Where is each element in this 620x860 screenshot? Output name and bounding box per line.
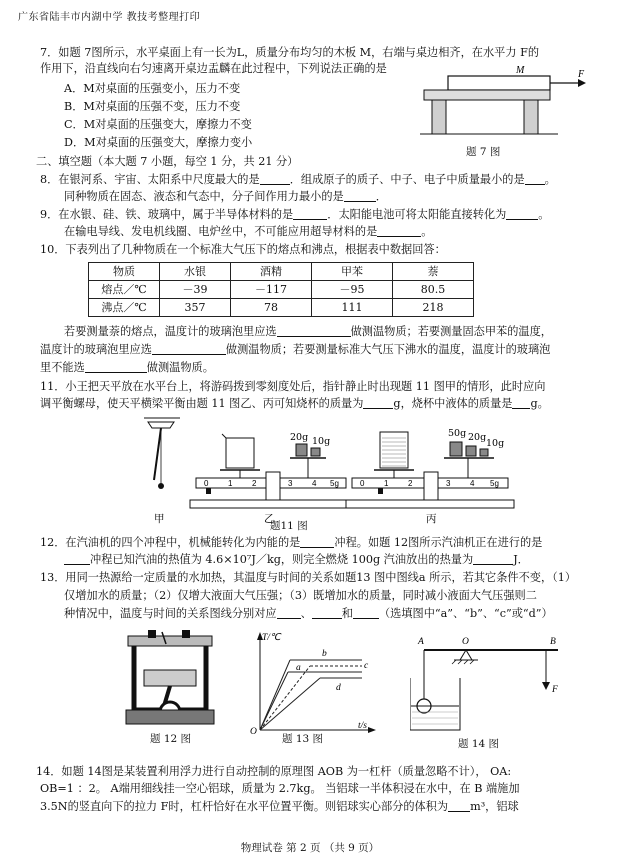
q10-line2: 温度计的玻璃泡里应选 做测温物质；若要测量标准大气压下沸水的温度，温度计的玻璃泡 <box>40 343 551 356</box>
table-row <box>89 281 474 299</box>
rider-marker <box>206 488 211 494</box>
table-cell: 111 <box>312 299 393 317</box>
q7-stem-line2: 作用下，沿直线向右匀速离开桌边盂麟在此过程中，下列说法正确的是 <box>40 62 387 75</box>
q11-line2: 调平衡螺母，使天平横梁平衡由题 11 图乙、丙可知烧杯的质量为 g，烧杯中液体的质量是 g。 <box>40 397 549 410</box>
q13-line2: 仅增加水的质量；（2）仅增大液面大气压强；（3）既增加水的质量，同时减小液面大气压强则二 <box>64 589 537 602</box>
scale-tick: 0 <box>204 479 209 488</box>
label-yi: 乙 <box>264 513 275 525</box>
fig12-caption: 题 12 图 <box>150 733 192 745</box>
force-f: F <box>552 685 558 695</box>
table-header-cell: 水银 <box>160 263 231 281</box>
label-bing: 丙 <box>426 513 437 525</box>
q14-line1: 14．如题 14图是某装置利用浮力进行自动控制的原理图 AOB 为一杠杆（质量忽略不计）， OA: <box>36 765 512 778</box>
scale-tick: 0 <box>360 479 365 488</box>
q7-label-f: F <box>578 69 585 80</box>
point-b: B <box>550 637 556 647</box>
scale-tick: 4 <box>312 479 317 488</box>
weight-label: 20g <box>290 432 309 443</box>
scale-tick: 5g <box>330 479 339 488</box>
page-header: 广东省陆丰市内湖中学 教技考整理打印 <box>18 12 201 23</box>
table-cell: －39 <box>160 281 231 299</box>
weight-label: 10g <box>312 436 331 447</box>
curve-label: d <box>336 683 341 693</box>
page-footer: 物理试卷 第 2 页 （共 9 页） <box>240 842 380 854</box>
label-jia: 甲 <box>154 513 165 525</box>
q12-line2: 冲程已知汽油的热值为 4.6×10⁷J／kg，则完全燃烧 100g 汽油放出的热量为 J． <box>64 553 529 566</box>
q7-option-d: D．M对桌面的压强变大，摩擦力变小 <box>64 136 253 149</box>
table-cell: －117 <box>231 281 312 299</box>
table-row <box>89 299 474 317</box>
weight-label: 50g <box>448 428 467 439</box>
q11-line1: 11．小王把天平放在水平台上，将游码拨到零刻度处后，指针静止时出现题 11 图甲的情形，此时应向 <box>40 380 546 393</box>
scale-tick: 3 <box>288 479 293 488</box>
curve-d <box>260 678 320 730</box>
melting-boiling-table <box>88 262 474 317</box>
q14-line3: 3.5N的竖直向下的拉力 F时，杠杆恰好在水平位置平衡。则铝球实心部分的体积为 m³，铝球 <box>40 800 519 813</box>
table-header-cell: 酒精 <box>231 263 312 281</box>
q13-line1: 13．用同一热源给一定质量的水加热，其温度与时间的关系如题13 图中图线a 所示，若其它条件不变，（1） <box>40 571 577 584</box>
q7-figure <box>418 64 588 144</box>
table-cell: 沸点／℃ <box>89 299 160 317</box>
point-o: O <box>462 637 469 647</box>
temperature-time-graph <box>240 630 380 736</box>
axis-label-s: t/s <box>358 721 367 731</box>
weight-label: 10g <box>486 438 505 449</box>
curve-label: a <box>296 663 301 673</box>
q7-option-a: A．M对桌面的压强变小，压力不变 <box>64 82 241 95</box>
q8-line1: 8．在银河系、宇宙、太阳系中尺度最大的是 ．组成原子的质子、中子、电子中质量最小的是 。 <box>40 173 556 186</box>
scale-tick: 2 <box>252 479 257 488</box>
engine-figure <box>120 630 220 730</box>
table-cell: －95 <box>312 281 393 299</box>
q11-figure <box>130 414 550 534</box>
q11-caption: 题11 图 <box>270 520 308 532</box>
scale-tick: 1 <box>228 479 233 488</box>
table-header-cell: 甲苯 <box>312 263 393 281</box>
scale-tick: 1 <box>384 479 389 488</box>
q10-stem: 10．下表列出了几种物质在一个标准大气压下的熔点和沸点，根据表中数据回答： <box>40 243 446 256</box>
q7-option-c: C．M对桌面的压强变大，摩擦力不变 <box>64 118 252 131</box>
scale-tick: 2 <box>408 479 413 488</box>
fig13-caption: 题 13 图 <box>282 733 324 745</box>
origin-label: O <box>250 727 257 736</box>
curve-label: b <box>322 649 327 659</box>
table-header-cell: 萘 <box>393 263 474 281</box>
q7-label-m: M <box>516 65 525 76</box>
table-cell: 80.5 <box>393 281 474 299</box>
curve-c <box>260 666 310 730</box>
axis-label-t: T/℃ <box>262 633 281 643</box>
table-cell: 357 <box>160 299 231 317</box>
q10-line1: 若要测量萘的熔点，温度计的玻璃泡里应选 做测温物质；若要测量固态甲苯的温度， <box>64 325 552 338</box>
q7-stem-line1: 7．如题 7图所示，水平桌面上有一长为L，质量分布均匀的木板 M，右端与桌边相齐，在水平力 F的 <box>40 46 540 59</box>
table-header-cell: 物质 <box>89 263 160 281</box>
scale-tick: 4 <box>470 479 475 488</box>
q9-line1: 9．在水银、硅、铁、玻璃中，属于半导体材料的是 ．太阳能电池可将太阳能直接转化为 。 <box>40 208 550 221</box>
point-a: A <box>418 637 424 647</box>
table-header-row <box>89 263 474 281</box>
scale-tick: 3 <box>446 479 451 488</box>
q14-line2: OB=1 ：2。 A端用细线挂一空心铝球，质量为 2.7kg。 当铝球一半体积浸在水中，在 B 端施加 <box>40 782 520 795</box>
table-cell: 78 <box>231 299 312 317</box>
balance-pointer-jia <box>144 418 180 489</box>
table-cell: 218 <box>393 299 474 317</box>
lever-figure <box>410 634 570 734</box>
weight-label: 20g <box>468 432 487 443</box>
q9-line2: 在输电导线、发电机线圈、电炉丝中，不可能应用超导材料的是 。 <box>64 225 433 238</box>
curve-label: c <box>364 661 369 671</box>
curve-b <box>260 660 290 730</box>
table-cell: 熔点／℃ <box>89 281 160 299</box>
q10-line3: 里不能选 做测温物质。 <box>40 361 214 374</box>
q12-line1: 12．在汽油机的四个冲程中，机械能转化为内能的是 冲程。如题 12图所示汽油机正在进行的是 <box>40 536 543 549</box>
q7-caption: 题 7 图 <box>466 146 501 158</box>
scale-tick: 5g <box>490 479 499 488</box>
fig14-caption: 题 14 图 <box>458 738 500 750</box>
rider-marker <box>378 488 383 494</box>
curve-a <box>260 672 288 730</box>
q7-option-b: B．M对桌面的压强不变，压力不变 <box>64 100 241 113</box>
q13-line3: 种情况中，温度与时间的关系图线分别对应 、 和 （选填图中“a”、“b”、“c”或“d”） <box>64 607 553 620</box>
q8-line2: 同种物质在固态、液态和气态中，分子间作用力最小的是 ． <box>64 190 387 203</box>
section-2-title: 二、填空题（本大题 7 小题，每空 1 分，共 21 分） <box>36 155 299 168</box>
